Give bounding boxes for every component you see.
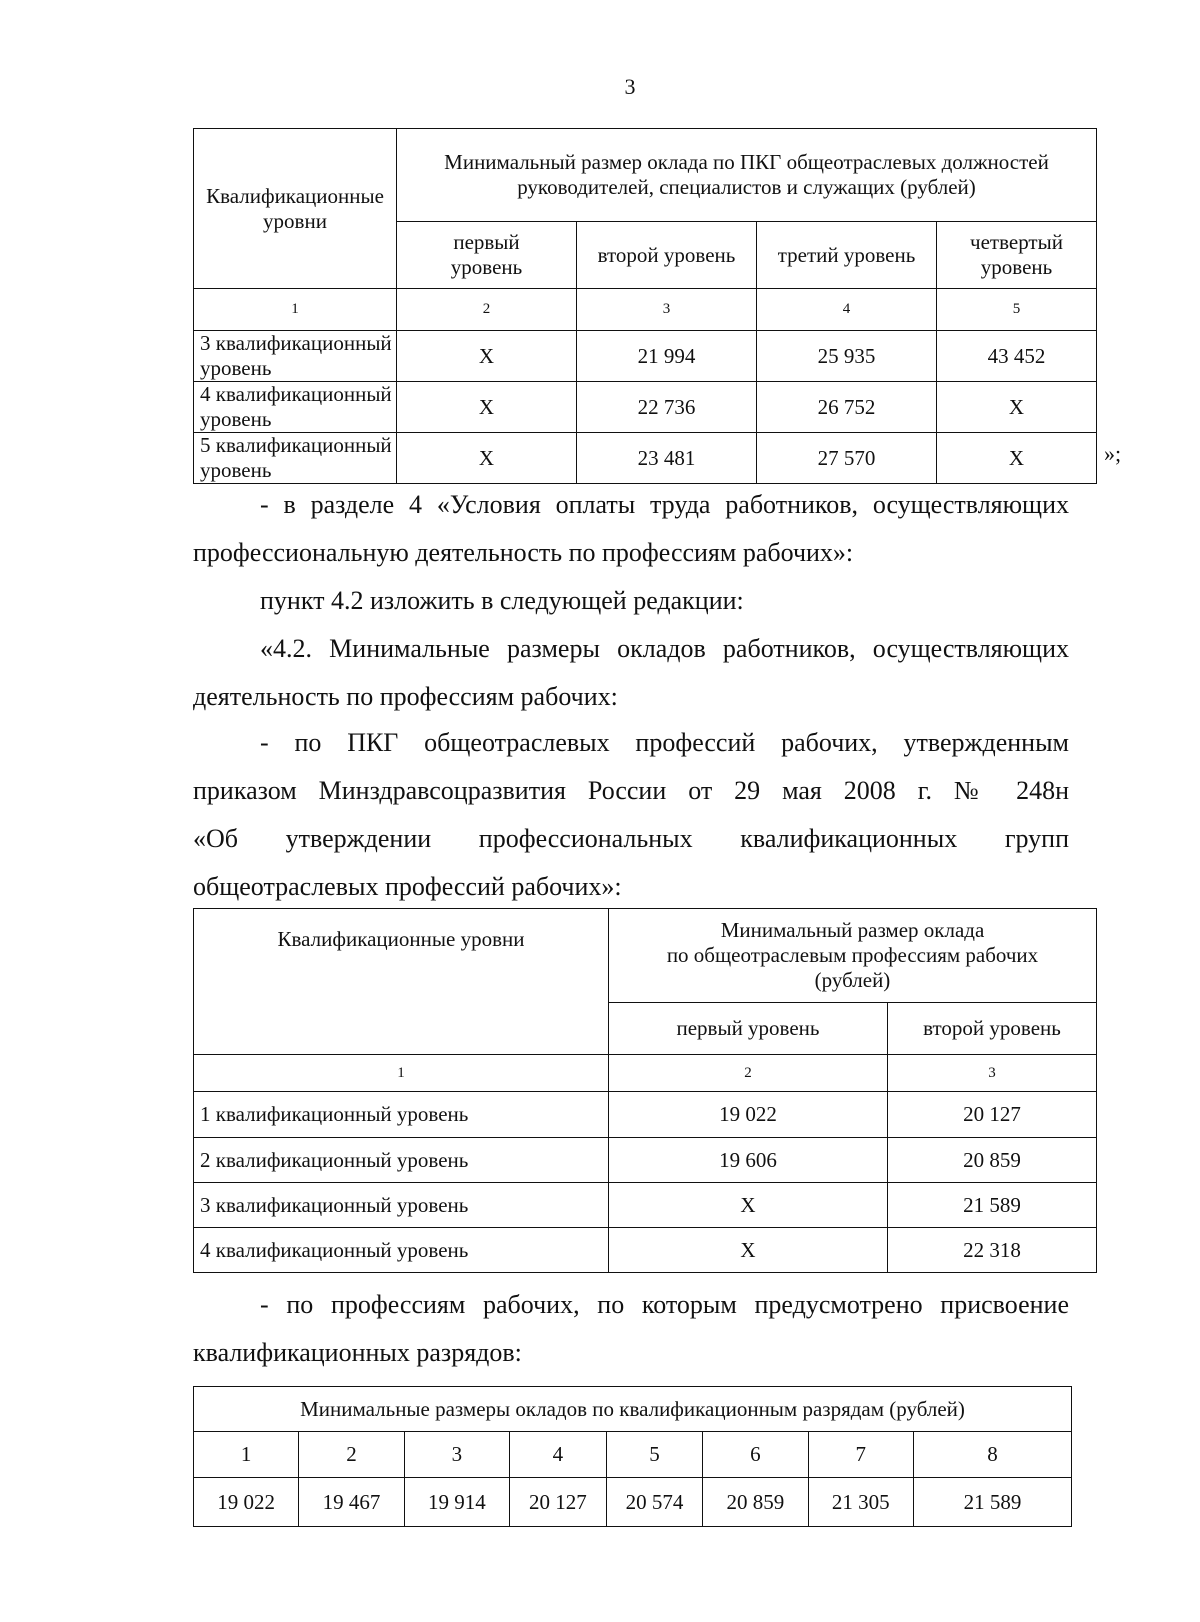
cell-value: X: [397, 382, 577, 433]
paragraph-section-4: [193, 481, 1069, 577]
grades-value-row: [194, 1478, 1072, 1527]
cell-value: 23 481: [577, 433, 757, 484]
table-row: [194, 1183, 1097, 1228]
cell-value: 20 127: [888, 1092, 1097, 1138]
column-number: 3: [888, 1055, 1097, 1092]
column-number: 2: [397, 289, 577, 331]
cell-value: 22 318: [888, 1228, 1097, 1273]
grade-value: 20 574: [606, 1478, 703, 1527]
grade-value: 20 859: [703, 1478, 808, 1527]
paragraph-line: - по профессиям рабочих, по которым предусмотрено присвоение: [260, 1290, 1069, 1319]
table-row: [194, 382, 1097, 433]
grade-value: 20 127: [510, 1478, 607, 1527]
table-row: [194, 331, 1097, 382]
table-row: [194, 1228, 1097, 1273]
group-header-line: (рублей): [814, 968, 891, 992]
cell-value: X: [609, 1228, 888, 1273]
paragraph-new-wording: [193, 625, 1069, 721]
page-number: 3: [624, 74, 636, 99]
grade-number: 5: [606, 1432, 703, 1478]
closing-quote: »;: [1104, 441, 1122, 466]
salary-table-officials: [193, 128, 1097, 484]
column-number: 1: [194, 289, 397, 331]
row-label: 4 квалификационный уровень: [194, 1228, 609, 1273]
column-header-qualification-levels: Квалификационные уровни: [194, 129, 397, 289]
paragraph-line: профессиональную деятельность по профессиям рабочих»:: [193, 538, 854, 567]
sub-header-level-1: первый уровень: [609, 1003, 888, 1055]
group-header: Минимальный размер оклада по ПКГ общеотраслевых должностей руководителей, специалистов и служащих (рублей): [397, 129, 1097, 222]
cell-value: 19 606: [609, 1138, 888, 1183]
column-number: 1: [194, 1055, 609, 1092]
paragraph-line: общеотраслевых профессий рабочих»:: [193, 872, 622, 901]
row-label: 3 квалификационный уровень: [194, 331, 397, 382]
cell-value: 19 022: [609, 1092, 888, 1138]
cell-value: 22 736: [577, 382, 757, 433]
salary-table-grades: [193, 1386, 1072, 1527]
paragraph-line: - в разделе 4 «Условия оплаты труда работников, осуществляющих: [260, 490, 1069, 519]
cell-value: X: [937, 433, 1097, 484]
row-label: 5 квалификационный уровень: [194, 433, 397, 484]
grade-value: 21 305: [808, 1478, 913, 1527]
sub-header-level-3: третий уровень: [757, 222, 937, 289]
cell-value: 21 589: [888, 1183, 1097, 1228]
cell-value: 27 570: [757, 433, 937, 484]
column-number-row: [194, 1055, 1097, 1092]
table-row: [194, 433, 1097, 484]
cell-value: X: [609, 1183, 888, 1228]
sub-header-level-4: четвертый уровень: [937, 222, 1097, 289]
grade-number: 2: [299, 1432, 404, 1478]
group-header: [609, 909, 1097, 1003]
grade-number: 1: [194, 1432, 299, 1478]
paragraph-line: приказом Минздравсоцразвития России от 29 мая 2008 г. № 248н: [193, 776, 1069, 805]
cell-value: X: [937, 382, 1097, 433]
sub-header-level-2: второй уровень: [888, 1003, 1097, 1055]
grade-number: 4: [510, 1432, 607, 1478]
grades-header: Минимальные размеры окладов по квалификационным разрядам (рублей): [194, 1387, 1072, 1432]
paragraph-line: - по ПКГ общеотраслевых профессий рабочих, утвержденным: [260, 728, 1069, 757]
paragraph-item-4-2: пункт 4.2 изложить в следующей редакции:: [260, 586, 744, 615]
cell-value: 25 935: [757, 331, 937, 382]
table-row: [194, 1092, 1097, 1138]
salary-table-workers: [193, 908, 1097, 1273]
sub-header-level-2: второй уровень: [577, 222, 757, 289]
cell-value: 26 752: [757, 382, 937, 433]
paragraph-line: деятельность по профессиям рабочих:: [193, 682, 618, 711]
paragraph-line: квалификационных разрядов:: [193, 1338, 522, 1367]
column-number-row: [194, 289, 1097, 331]
table-row: [194, 1138, 1097, 1183]
cell-value: 21 994: [577, 331, 757, 382]
row-label: 3 квалификационный уровень: [194, 1183, 609, 1228]
column-number: 2: [609, 1055, 888, 1092]
cell-value: 43 452: [937, 331, 1097, 382]
sub-header-level-1: первый уровень: [397, 222, 577, 289]
grade-number: 3: [404, 1432, 509, 1478]
row-label: 4 квалификационный уровень: [194, 382, 397, 433]
grade-number: 7: [808, 1432, 913, 1478]
column-number: 5: [937, 289, 1097, 331]
grade-value: 19 467: [299, 1478, 404, 1527]
grades-number-row: [194, 1432, 1072, 1478]
column-number: 4: [757, 289, 937, 331]
paragraph-line: «Об утверждении профессиональных квалификационных групп: [193, 824, 1069, 853]
paragraph-grades: [193, 1281, 1069, 1377]
paragraph-line: «4.2. Минимальные размеры окладов работников, осуществляющих: [260, 634, 1069, 663]
grade-number: 6: [703, 1432, 808, 1478]
grade-number: 8: [913, 1432, 1071, 1478]
grade-value: 19 022: [194, 1478, 299, 1527]
cell-value: X: [397, 331, 577, 382]
column-number: 3: [577, 289, 757, 331]
row-label: 1 квалификационный уровень: [194, 1092, 609, 1138]
cell-value: 20 859: [888, 1138, 1097, 1183]
group-header-line: по общеотраслевым профессиям рабочих: [666, 943, 1039, 967]
column-header-qualification-levels: Квалификационные уровни: [194, 909, 609, 1055]
grade-value: 21 589: [913, 1478, 1071, 1527]
group-header-line: Минимальный размер оклада: [720, 918, 985, 942]
grade-value: 19 914: [404, 1478, 509, 1527]
row-label: 2 квалификационный уровень: [194, 1138, 609, 1183]
paragraph-pkg-order: [193, 719, 1069, 911]
cell-value: X: [397, 433, 577, 484]
